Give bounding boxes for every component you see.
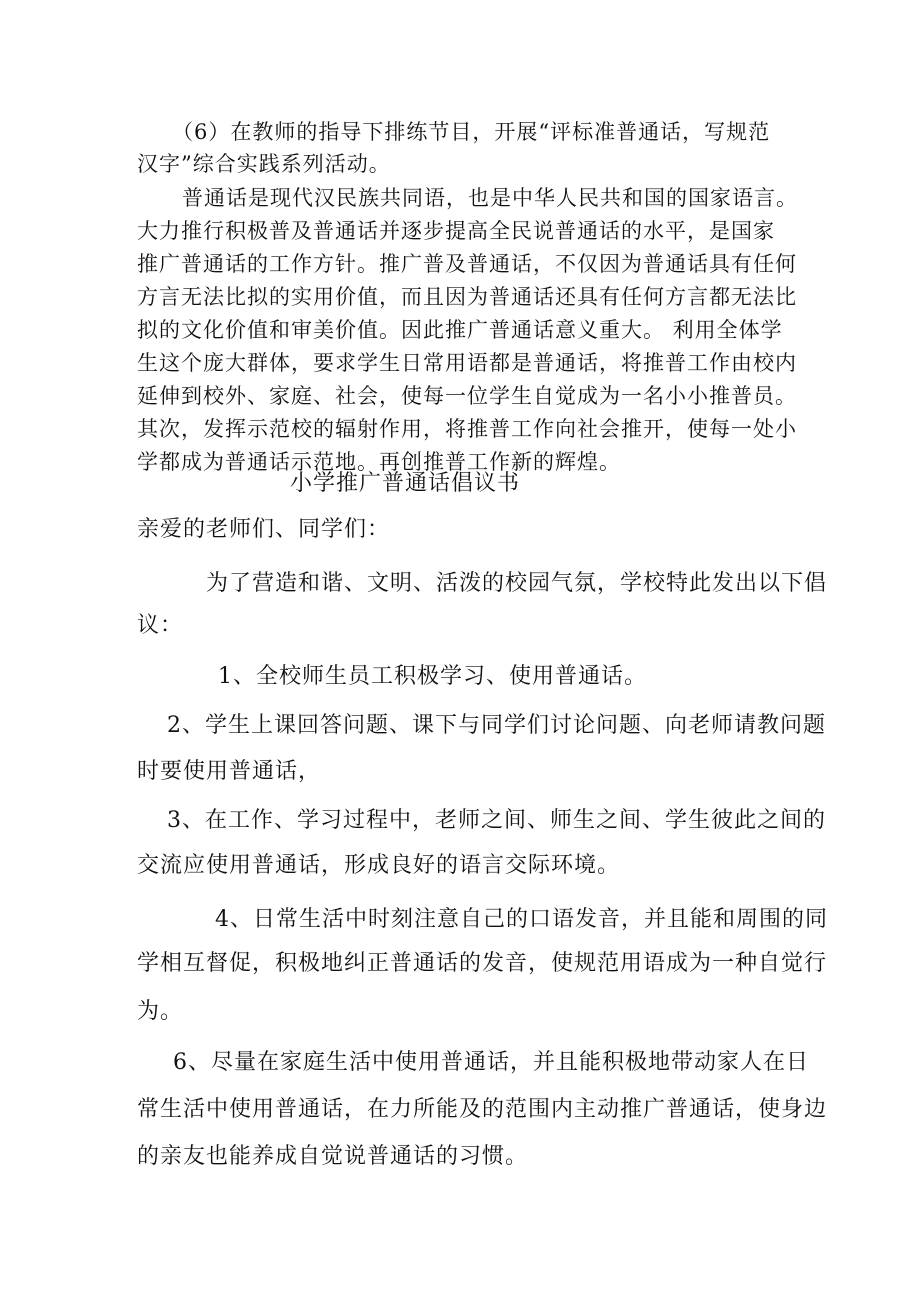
paragraph-line: 普通话是现代汉民族共同语，也是中华人民共和国的国家语言。 [182, 186, 798, 210]
paragraph-line: 延伸到校外、家庭、社会，使每一位学生自觉成为一名小小推普员。 [137, 384, 797, 408]
paragraph-line: 推广普通话的工作方针。推广普及普通话，不仅因为普通话具有任何 [137, 252, 797, 276]
paragraph-line: （6）在教师的指导下排练节目，开展“评标准普通话，写规范 [172, 120, 771, 144]
paragraph-line: 议： [137, 613, 184, 638]
list-item: 4、日常生活中时刻注意自己的口语发音，并且能和周围的同 [215, 907, 828, 932]
list-item: 6、尽量在家庭生活中使用普通话，并且能积极地带动家人在日 [173, 1050, 809, 1075]
paragraph-line: 生这个庞大群体，要求学生日常用语都是普通话，将推普工作由校内 [137, 351, 797, 375]
list-item: 2、学生上课回答问题、课下与同学们讨论问题、向老师请教问题 [167, 713, 826, 738]
paragraph-line: 学都成为普通话示范地。再创推普工作新的辉煌。 [137, 450, 621, 474]
paragraph-line: 为。 [137, 999, 184, 1024]
paragraph-line: 其次，发挥示范校的辐射作用，将推普工作向社会推开，使每一处小 [137, 417, 797, 441]
document-title: 小学推广普通话倡议书 [290, 471, 521, 496]
paragraph-line: 学相互督促，积极地纠正普通话的发音，使规范用语成为一种自觉行 [137, 951, 828, 976]
paragraph-line: 大力推行积极普及普通话并逐步提高全民说普通话的水平，是国家 [137, 219, 775, 243]
paragraph-line: 为了营造和谐、文明、活泼的校园气氛，学校特此发出以下倡 [206, 571, 828, 596]
paragraph-line: 的亲友也能养成自觉说普通话的习惯。 [137, 1144, 529, 1169]
paragraph-line: 常生活中使用普通话，在力所能及的范围内主动推广普通话，使身边 [137, 1097, 828, 1122]
greeting: 亲爱的老师们、同学们： [137, 517, 391, 542]
paragraph-line: 交流应使用普通话，形成良好的语言交际环境。 [137, 853, 621, 878]
list-item: 3、在工作、学习过程中，老师之间、师生之间、学生彼此之间的 [167, 808, 826, 833]
paragraph-line: 时要使用普通话， [137, 759, 322, 784]
paragraph-line: 拟的文化价值和审美价值。因此推广普通话意义重大。 利用全体学 [137, 318, 783, 342]
paragraph-line: 方言无法比拟的实用价值，而且因为普通话还具有任何方言都无法比 [137, 285, 797, 309]
paragraph-line: 汉字”综合实践系列活动。 [137, 152, 391, 176]
list-item: 1、全校师生员工积极学习、使用普通话。 [218, 664, 647, 689]
